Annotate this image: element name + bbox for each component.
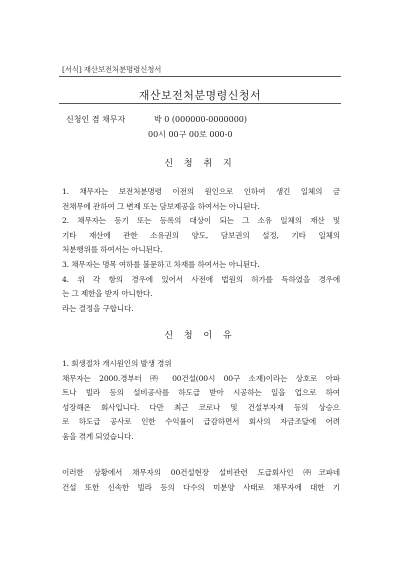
reason-line: 이러한 상황에서 채무자의 00건설현장 설비관련 도급회사인 ㈜코파네 xyxy=(62,468,340,477)
purpose-heading: 신 청 취 지 xyxy=(164,159,236,169)
reason-body-2 xyxy=(62,466,340,495)
reason-line: 트나 빌라 등의 설비공사를 하도급 받아 시공하는 일을 업으로 하여 xyxy=(62,388,340,398)
purpose-line: 라는 결정을 구합니다. xyxy=(62,303,134,313)
purpose-line: 처분행위를 하여서는 아니된다. xyxy=(62,245,163,255)
applicant-block xyxy=(66,112,247,142)
title-top-rule xyxy=(59,76,341,77)
reason-body xyxy=(62,357,340,445)
purpose-line: 기타 재산에 관한 소유권의 양도, 담보권의 설정, 기타 일체의 xyxy=(62,230,340,240)
purpose-line: 4. 위 각 항의 경우에 있어서 사전에 법원의 허가를 득하였을 경우에 xyxy=(62,274,340,284)
reason-line: 채무자는 2000.경부터 ㈜ 00건설(00시 00구 소재)이라는 상호로 아파 xyxy=(62,373,340,383)
purpose-line: 3. 채무자는 명목 여하를 불문하고 차재를 하여서는 아니된다. xyxy=(62,259,260,269)
purpose-line: 는 그 제한을 받지 아니한다. xyxy=(62,289,153,299)
reason-line: 성장해온 회사입니다. 다만 최근 코로나 및 건설부자재 등의 상승으 xyxy=(62,402,340,412)
purpose-body xyxy=(62,185,340,316)
document-title: 재산보전처분명령신청서 xyxy=(138,89,262,102)
title-bottom-rule xyxy=(59,103,341,104)
purpose-line: 2. 채무자는 등기 또는 등록의 대상이 되는 그 소유 일체의 재산 및 xyxy=(62,216,340,226)
applicant-label: 신청인 겸 채무자 xyxy=(66,115,126,124)
applicant-address: 00시 00구 00로 000-0 xyxy=(148,130,233,139)
purpose-line: 전채무에 관하여 그 변제 또는 담보제공을 하여서는 아니된다. xyxy=(62,201,260,211)
reason-line: 건설 또한 신속한 빌라 등의 다수의 미분양 사태로 채무자에 대한 기 xyxy=(62,482,340,492)
reason-heading: 신 청 이 유 xyxy=(164,331,236,341)
reason-line: 로 하도급 공사로 인한 수익률이 급감하면서 회사의 자금조달에 어려 xyxy=(62,417,340,427)
applicant-name: 박 0 (000000-0000000) xyxy=(154,115,248,124)
reason-line: 움을 겪게 되었습니다. xyxy=(62,431,134,441)
reason-subheading: 1. 회생절차 개시원인의 발생 경위 xyxy=(62,359,172,368)
form-label: [서식] 재산보전처분명령신청서 xyxy=(62,65,162,74)
purpose-line: 1. 채무자는 보전처분명령 이전의 원인으로 인하여 생긴 일체의 금 xyxy=(62,187,340,196)
